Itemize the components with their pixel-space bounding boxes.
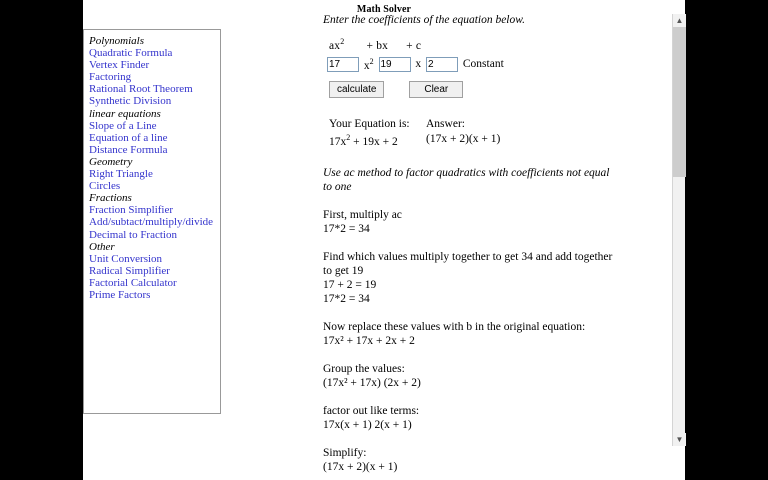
sidebar [83, 29, 221, 414]
button-row [329, 81, 618, 98]
step-5-heading: factor out like terms: [323, 404, 420, 417]
scroll-down-icon[interactable]: ▼ [673, 433, 686, 446]
sidebar-item-factorial-calculator[interactable]: Factorial Calculator [89, 276, 177, 289]
sidebar-item-quadratic-formula[interactable]: Quadratic Formula [89, 47, 173, 60]
sidebar-item-right-triangle[interactable]: Right Triangle [89, 168, 153, 181]
step-5 [323, 404, 618, 432]
sidebar-category-fractions: Fractions [89, 192, 132, 205]
sidebar-category-other: Other [89, 240, 115, 253]
answer-label: Answer: [426, 117, 465, 130]
formula-a-exponent: 2 [340, 37, 345, 46]
step-3-heading: Now replace these values with b in the original equation: [323, 320, 586, 333]
sidebar-item-circles[interactable]: Circles [89, 180, 121, 193]
page-title: Math Solver [356, 4, 412, 15]
your-equation-value: $17x^2 + 19x + 2$ [329, 132, 398, 148]
sidebar-item-rational-root-theorem[interactable]: Rational Root Theorem [89, 83, 193, 96]
coefficient-a-label: $x^2$ [363, 56, 374, 72]
app-window [83, 0, 685, 480]
calculate-button[interactable]: calculate [329, 81, 384, 98]
sidebar-item-unit-conversion[interactable]: Unit Conversion [89, 252, 163, 265]
formula-c-term: + c [406, 39, 422, 52]
step-1-heading: First, multiply ac [323, 208, 402, 221]
coefficient-c-input[interactable] [426, 57, 458, 72]
coefficient-a-input[interactable] [327, 57, 359, 72]
step-1-line-1: 17*2 = 34 [323, 222, 370, 235]
sidebar-item-slope-of-a-line[interactable]: Slope of a Line [89, 119, 157, 132]
step-1 [323, 208, 618, 236]
main-content [323, 14, 618, 474]
sidebar-item-decimal-to-fraction[interactable]: Decimal to Fraction [89, 228, 177, 241]
sidebar-category-polynomials: Polynomials [89, 35, 144, 47]
sidebar-item-factoring[interactable]: Factoring [89, 71, 132, 84]
formula-a-term: ax [329, 39, 341, 52]
sidebar-item-synthetic-division[interactable]: Synthetic Division [89, 95, 172, 108]
coefficient-c-label: Constant [462, 58, 504, 71]
formula-b-term: + bx [366, 39, 389, 52]
step-4-line-1: (17x² + 17x) (2x + 2) [323, 376, 421, 389]
method-note: Use ac method to factor quadratics with coefficients not equal to one [323, 166, 610, 193]
vertical-scrollbar[interactable] [672, 14, 685, 446]
step-4-heading: Group the values: [323, 362, 405, 375]
step-3 [323, 320, 618, 348]
your-equation-label: Your Equation is: [329, 117, 410, 130]
sidebar-category-geometry: Geometry [89, 155, 133, 168]
coefficient-b-label: x [415, 58, 422, 71]
step-6 [323, 446, 618, 474]
sidebar-item-distance-formula[interactable]: Distance Formula [89, 143, 168, 156]
step-6-line-1: (17x + 2)(x + 1) [323, 460, 398, 473]
step-2-line-2: 17*2 = 34 [323, 292, 370, 305]
coefficient-b-input[interactable] [379, 57, 411, 72]
step-6-heading: Simplify: [323, 446, 367, 459]
sidebar-item-fraction-simplifier[interactable]: Fraction Simplifier [89, 204, 174, 217]
instruction-text: Enter the coefficients of the equation below. [323, 14, 525, 26]
answer-value: (17x + 2)(x + 1) [426, 132, 501, 145]
step-2-heading: Find which values multiply together to get 34 and add together to get 19 [323, 250, 613, 277]
sidebar-item-vertex-finder[interactable]: Vertex Finder [89, 59, 150, 72]
step-5-line-1: 17x(x + 1) 2(x + 1) [323, 418, 412, 431]
step-2-line-1: 17 + 2 = 19 [323, 278, 377, 291]
step-3-line-1: 17x² + 17x + 2x + 2 [323, 334, 415, 347]
scrollbar-thumb[interactable] [673, 27, 686, 177]
step-2 [323, 250, 618, 306]
sidebar-category-linear-equations: linear equations [89, 107, 161, 120]
scroll-up-icon[interactable]: ▲ [673, 14, 686, 27]
result-row [329, 118, 618, 152]
sidebar-item-radical-simplifier[interactable]: Radical Simplifier [89, 264, 170, 277]
formula-display [329, 37, 618, 52]
coefficient-inputs [327, 57, 618, 72]
step-4 [323, 362, 618, 390]
sidebar-item-prime-factors[interactable]: Prime Factors [89, 288, 151, 301]
sidebar-item-add-subtract-multiply-divide[interactable]: Add/subtact/multiply/divide [89, 216, 214, 229]
sidebar-item-equation-of-a-line[interactable]: Equation of a line [89, 131, 168, 144]
clear-button[interactable]: Clear [409, 81, 463, 98]
